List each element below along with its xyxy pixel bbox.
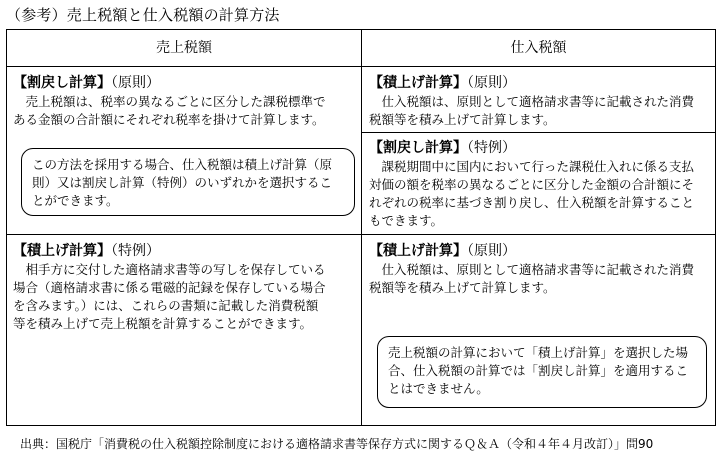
sales-principle-note bbox=[21, 148, 355, 216]
sales-exception-title bbox=[13, 240, 160, 260]
page-title: （参考）売上税額と仕入税額の計算方法 bbox=[6, 6, 280, 24]
purchase-principle-qualifier: （原則） bbox=[467, 75, 516, 91]
purchase-principle-title bbox=[369, 72, 516, 92]
column-header-sales: 売上税額 bbox=[156, 40, 212, 56]
sales-principle-method: 【割戻し計算】 bbox=[13, 75, 111, 91]
sales-principle-note-text: この方法を採用する場合、仕入税額は積上げ計算（原 則）又は割戻し計算（特例）のいずれかを選択するこ とができます。 bbox=[32, 157, 333, 208]
purchase-principle-text: 仕入税額は、原則として適格請求書等に記載された消費 税額等を積み上げて計算します。 bbox=[369, 94, 695, 127]
row-divider bbox=[7, 234, 715, 235]
purchase-principle-2-text: 仕入税額は、原則として適格請求書等に記載された消費 税額等を積み上げて計算します。 bbox=[369, 262, 695, 295]
sales-principle-text: 売上税額は、税率の異なるごとに区分した課税標準で ある金額の合計額にそれぞれ税率を掛けて計算します。 bbox=[13, 94, 326, 127]
source-citation: 出典：国税庁「消費税の仕入税額控除制度における適格請求書等保存方式に関するＱ＆Ａ（令和４年４月改訂）」問90 bbox=[20, 437, 654, 451]
purchase-subdivider bbox=[362, 132, 715, 133]
sales-exception-qualifier: （特例） bbox=[111, 243, 160, 259]
purchase-principle-2-qualifier: （原則） bbox=[467, 243, 516, 259]
sales-exception-text: 相手方に交付した適格請求書等の写しを保存している 場合（適格請求書に係る電磁的記録を保存している場合 を含みます。）には、これらの書類に記載した消費税額 等を積み上げて売上税額を計算することができます。 bbox=[13, 262, 326, 331]
purchase-principle-2-title bbox=[369, 240, 516, 260]
sales-exception-method: 【積上げ計算】 bbox=[13, 243, 111, 259]
purchase-exception-text: 課税期間中に国内において行った課税仕入れに係る支払 対価の額を税率の異なるごとに区分した金額の合計額にそ れぞれの税率に基づき割り戻し、仕入税額を計算すること もできます。 bbox=[369, 159, 695, 228]
column-header-purchase: 仕入税額 bbox=[510, 40, 567, 56]
purchase-principle-2-note bbox=[377, 336, 707, 408]
header-divider bbox=[7, 66, 715, 67]
column-divider bbox=[361, 30, 362, 425]
purchase-exception-method: 【割戻し計算】 bbox=[369, 140, 467, 156]
calculation-table bbox=[6, 29, 716, 426]
purchase-exception-title bbox=[369, 137, 516, 157]
purchase-exception-qualifier: （特例） bbox=[467, 140, 516, 156]
sales-principle-qualifier: （原則） bbox=[111, 75, 160, 91]
purchase-principle-method: 【積上げ計算】 bbox=[369, 75, 467, 91]
purchase-principle-2-note-text: 売上税額の計算において「積上げ計算」を選択した場 合、仕入税額の計算では「割戻し計算」を適用するこ とはできません。 bbox=[388, 345, 689, 396]
purchase-principle-2-method: 【積上げ計算】 bbox=[369, 243, 467, 259]
sales-principle-title bbox=[13, 72, 160, 92]
